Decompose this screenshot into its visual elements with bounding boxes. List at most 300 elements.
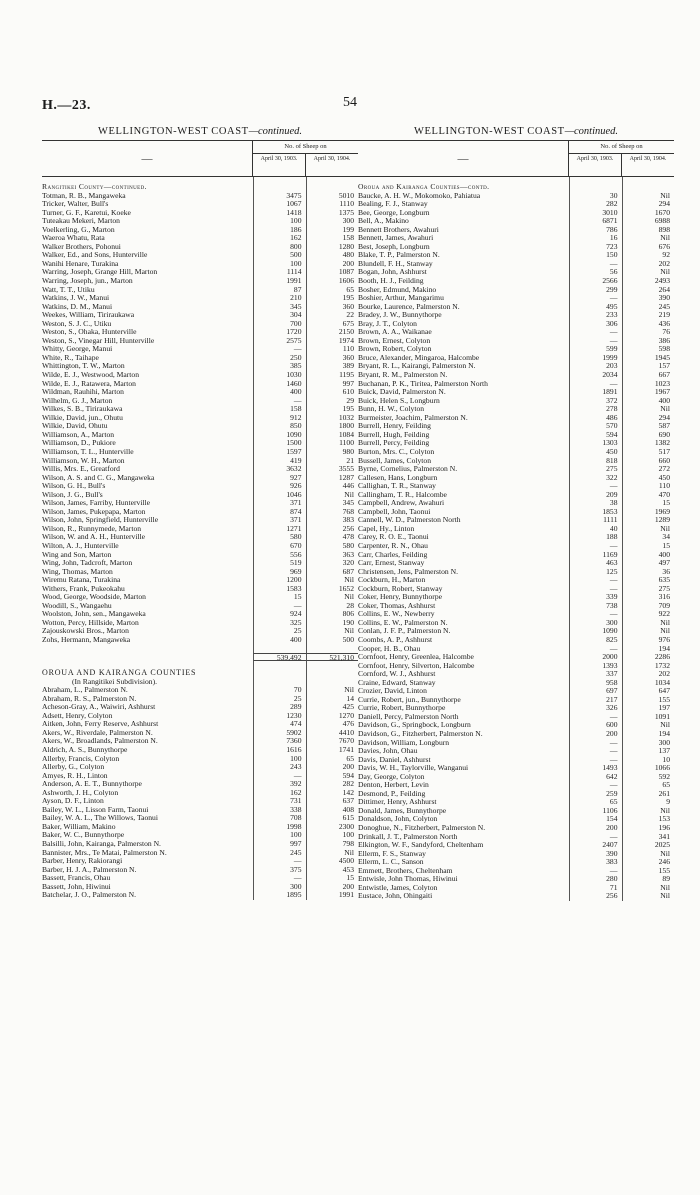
sheep-1904: 29 <box>306 397 359 406</box>
table-row <box>42 619 358 628</box>
sheep-1904: 89 <box>622 875 675 884</box>
sheep-1903: 1493 <box>569 764 622 773</box>
sheep-1903 <box>569 183 622 192</box>
owner-name: Watkins, D. M., Manui <box>42 302 113 311</box>
table-row <box>42 405 358 414</box>
table-row <box>358 781 674 790</box>
table-row <box>358 739 674 748</box>
sheep-1903: 217 <box>569 696 622 705</box>
owner-name: Bealing, F. J., Stanway <box>358 200 428 209</box>
owner-name: Wilson, R., Runnymede, Marton <box>42 524 142 533</box>
sheep-1904: 1606 <box>306 277 359 286</box>
table-row <box>358 439 674 448</box>
table-row <box>42 849 358 858</box>
table-row <box>42 260 358 269</box>
owner-name: Batchelar, J. O., Palmerston N. <box>42 891 136 900</box>
sheep-1904: 14 <box>306 695 359 704</box>
sheep-1904: 647 <box>622 687 675 696</box>
sheep-1904: 15 <box>622 542 675 551</box>
table-row <box>358 405 674 414</box>
owner-name: Whittington, T. W., Marton <box>42 362 125 371</box>
sheep-1903: 738 <box>569 602 622 611</box>
owner-name: Wilson, A. S. and C. G., Mangaweka <box>42 473 155 482</box>
sheep-1904: 1087 <box>306 268 359 277</box>
owner-name: Wing, John, Tadcroft, Marton <box>42 559 133 568</box>
table-row <box>42 823 358 832</box>
sheep-1903: — <box>569 747 622 756</box>
sheep-1904: 1066 <box>622 764 675 773</box>
sheep-1903: 731 <box>253 797 306 806</box>
sheep-1903: 339 <box>569 593 622 602</box>
owner-name: Withers, Frank, Pukeokahu <box>42 584 125 593</box>
table-row <box>358 234 674 243</box>
owner-name: Willis, Mrs. E., Greatford <box>42 465 120 474</box>
table-row <box>358 200 674 209</box>
sheep-1904: 300 <box>622 739 675 748</box>
sheep-header: No. of Sheep on <box>569 141 674 154</box>
table-row <box>358 465 674 474</box>
owner-name: Barber, Henry, Rakiorangi <box>42 857 123 866</box>
sheep-1904: 92 <box>622 251 675 260</box>
sheep-1904: 282 <box>306 780 359 789</box>
sheep-1904: 21 <box>306 457 359 466</box>
sheep-1904: 1270 <box>306 712 359 721</box>
sheep-1903: 1230 <box>253 712 306 721</box>
owner-name: Carpenter, R. N., Ohau <box>358 541 428 550</box>
owner-name: Zohs, Hermann, Mangaweka <box>42 635 131 644</box>
sheep-1904: 598 <box>622 345 675 354</box>
sheep-1903: 556 <box>253 551 306 560</box>
table-row <box>42 559 358 568</box>
owner-name: Cornfoot, Henry, Silverton, Halcombe <box>358 661 475 670</box>
sheep-1904: 1375 <box>306 209 359 218</box>
sheep-1903: 275 <box>569 465 622 474</box>
owner-name: Totman, R. B., Mangaweka <box>42 191 126 200</box>
owner-name: Williamson, A., Marton <box>42 430 115 439</box>
sheep-1903: — <box>569 260 622 269</box>
owner-name: Davidson, G., Fitzherbert, Palmerston N. <box>358 730 483 738</box>
sheep-1903: 158 <box>253 405 306 414</box>
owner-name: Callesen, Hans, Longburn <box>358 473 438 482</box>
owner-name: Waeroa Whatu, Rata <box>42 234 105 243</box>
table-row <box>42 814 358 823</box>
sheep-1904: 592 <box>622 773 675 782</box>
sheep-1903: 1597 <box>253 448 306 457</box>
sheep-1903 <box>253 645 306 653</box>
owner-name: Bryant, R. L., Kairangi, Palmerston N. <box>358 362 476 371</box>
sheep-1903: 1460 <box>253 380 306 389</box>
sheep-1904 <box>306 669 359 678</box>
table-row <box>358 602 674 611</box>
sheep-1903: 383 <box>569 858 622 867</box>
sheep-1903: 600 <box>569 721 622 730</box>
owner-name: Donoghue, N., Fitzherbert, Palmerston N. <box>358 824 486 833</box>
sheep-1904: 1652 <box>306 585 359 594</box>
sheep-1904: Nil <box>306 491 359 500</box>
sheep-1904: 667 <box>622 371 675 380</box>
owner-name: Entwistle, James, Colyton <box>358 883 438 892</box>
sheep-1903: 280 <box>569 875 622 884</box>
sheep-1903: 708 <box>253 814 306 823</box>
owner-name: Bassett, Francis, Ohau <box>42 874 111 883</box>
sheep-1903: 400 <box>253 636 306 645</box>
sheep-1904: 137 <box>622 747 675 756</box>
owner-name: Aldrich, A. S., Bunnythorpe <box>42 746 128 754</box>
owner-name: Collins, E. W., Palmerston N. <box>358 618 448 627</box>
owner-name: Allerby, Francis, Colyton <box>42 754 120 763</box>
owner-name: Wilson, James, Pukepapa, Marton <box>42 507 146 516</box>
owner-name: Cornford, W. J., Ashhurst <box>358 670 436 679</box>
sheep-1904: 1800 <box>306 422 359 431</box>
owner-name: Cannell, W. D., Palmerston North <box>358 516 461 525</box>
table-row <box>42 806 358 815</box>
sheep-1903: — <box>569 610 622 619</box>
table-row <box>358 559 674 568</box>
owner-name: Barber, H. J. A., Palmerston N. <box>42 865 137 874</box>
sheep-1903: 786 <box>569 226 622 235</box>
sheep-1903: 486 <box>569 414 622 423</box>
sheep-1903: — <box>569 585 622 594</box>
sheep-1904: Nil <box>622 721 675 730</box>
sheep-1903: 282 <box>569 200 622 209</box>
sheep-1904: 194 <box>622 645 675 654</box>
owner-name: Conlan, J. F. P., Palmerston N. <box>358 627 451 636</box>
sheep-1903: 162 <box>253 789 306 798</box>
table-row <box>358 619 674 628</box>
owner-name: Ashworth, J. H., Colyton <box>42 788 119 797</box>
table-row <box>42 192 358 201</box>
table-row <box>42 891 358 900</box>
sheep-1904: 898 <box>622 226 675 235</box>
table-row <box>358 491 674 500</box>
owner-name: Burton, Mrs. C., Colyton <box>358 447 435 456</box>
table-row <box>42 627 358 636</box>
sheep-1904: 2286 <box>622 653 675 662</box>
table-row <box>358 815 674 824</box>
sheep-1904: 363 <box>306 551 359 560</box>
owner-name: Wilkie, David, Ohutu <box>42 422 108 431</box>
table-row <box>42 200 358 209</box>
owner-name: Wilton, A. J., Hunterville <box>42 541 119 550</box>
owner-name: Bunn, H. W., Colyton <box>358 405 425 414</box>
table-row <box>42 840 358 849</box>
sheep-1903: — <box>569 713 622 722</box>
sheep-1903: 670 <box>253 542 306 551</box>
sheep-1903: 256 <box>569 892 622 901</box>
sheep-header-group <box>568 141 674 176</box>
owner-name: Wilson, W. and A. H., Hunterville <box>42 533 146 542</box>
owner-name: Dittimer, Henry, Ashhurst <box>358 798 437 807</box>
owner-name: Tuteakau Mekeri, Marton <box>42 217 120 226</box>
owner-name: Byrne, Cornelius, Palmerston N. <box>358 465 458 474</box>
sheep-1903: — <box>569 833 622 842</box>
sheep-1904: Nil <box>306 849 359 858</box>
sheep-1904: 264 <box>622 286 675 295</box>
owner-name <box>42 645 253 653</box>
owner-name: Baker, W. C., Bunnythorpe <box>42 831 125 840</box>
sheep-1903: 1720 <box>253 328 306 337</box>
owner-name: Wilson, James, Farriby, Hunterville <box>42 499 151 508</box>
sheep-1903: 723 <box>569 243 622 252</box>
sheep-1903: 850 <box>253 422 306 431</box>
sheep-1903: 697 <box>569 687 622 696</box>
sheep-1904: 436 <box>622 320 675 329</box>
sheep-1903: 322 <box>569 474 622 483</box>
table-row <box>358 337 674 346</box>
sheep-1904: 110 <box>622 482 675 491</box>
table-row <box>358 388 674 397</box>
table-row <box>42 397 358 406</box>
sheep-1903: 3010 <box>569 209 622 218</box>
sheep-1903: 969 <box>253 568 306 577</box>
table-row <box>358 533 674 542</box>
sheep-1904: 517 <box>622 448 675 457</box>
owner-name: Allerby, G., Colyton <box>42 763 105 772</box>
sheep-1904: 10 <box>622 756 675 765</box>
sheep-1903: — <box>253 602 306 611</box>
sheep-1903: 25 <box>253 695 306 704</box>
table-row <box>358 884 674 893</box>
sheep-1904: 400 <box>622 551 675 560</box>
sheep-1903: 580 <box>253 533 306 542</box>
sheep-1903: 100 <box>253 755 306 764</box>
table-row <box>358 892 674 901</box>
sheep-1904: 497 <box>622 559 675 568</box>
owner-name: Wilhelm, G. J., Marton <box>42 396 113 405</box>
sheep-1904: 1195 <box>306 371 359 380</box>
sheep-1903: 474 <box>253 720 306 729</box>
owner-name: White, R., Taihape <box>42 353 99 362</box>
sheep-1904: 400 <box>622 397 675 406</box>
sheep-1904: 15 <box>622 499 675 508</box>
table-row <box>42 686 358 695</box>
table-row <box>42 772 358 781</box>
sheep-1903: 1891 <box>569 388 622 397</box>
owner-name: Day, George, Colyton <box>358 772 425 781</box>
sheep-1903: 162 <box>253 234 306 243</box>
owner-name: Tricker, Walter, Bull's <box>42 200 109 209</box>
owner-name: Collins, E. W., Newberry <box>358 610 435 619</box>
sheep-1904: 157 <box>622 362 675 371</box>
table-row <box>42 729 358 738</box>
sheep-1904: 1967 <box>622 388 675 397</box>
sheep-1904: 521,310 <box>306 653 359 662</box>
sheep-1903: 390 <box>569 850 622 859</box>
sheep-1903: 1418 <box>253 209 306 218</box>
owner-name: Watkins, J. W., Manui <box>42 294 110 303</box>
sheep-1903: — <box>569 756 622 765</box>
owner-name: Burrell, Percy, Feilding <box>358 439 430 448</box>
sheep-1904: 245 <box>622 303 675 312</box>
owner-name: Bryant, R. M., Palmerston N. <box>358 371 448 380</box>
sheep-1904: 246 <box>622 858 675 867</box>
table-row <box>42 542 358 551</box>
owner-name: Abraham, L., Palmerston N. <box>42 686 128 695</box>
sheep-1904: 3555 <box>306 465 359 474</box>
sheep-1903: 200 <box>569 824 622 833</box>
sheep-1903: 209 <box>569 491 622 500</box>
owner-name: Wanihi Henare, Turakina <box>42 259 119 268</box>
sheep-1903: 642 <box>569 773 622 782</box>
sheep-1904: Nil <box>622 627 675 636</box>
owner-name: Weekes, William, Tiriraukawa <box>42 311 135 320</box>
sheep-1903: 450 <box>569 448 622 457</box>
sheep-1904: 1100 <box>306 439 359 448</box>
owner-name: Williamson, W. H., Marton <box>42 456 125 465</box>
table-row <box>42 380 358 389</box>
owner-name: Wilkie, David, jun., Ohutu <box>42 413 123 422</box>
table-row <box>358 858 674 867</box>
sheep-1903: 203 <box>569 362 622 371</box>
table-row <box>358 328 674 337</box>
owner-name: Campbell, John, Taonui <box>358 507 431 516</box>
owner-name: Capel, Hy., Linton <box>358 524 415 533</box>
column-title <box>42 124 358 140</box>
sheep-1904: 200 <box>306 883 359 892</box>
owner-name: Currie, Robert, Bunnythorpe <box>358 704 446 713</box>
table-row <box>42 602 358 611</box>
sheep-1904: 22 <box>306 311 359 320</box>
owner-name: Blundell, F. H., Stanway <box>358 259 433 268</box>
sheep-1904 <box>622 183 675 192</box>
sheep-1903: 700 <box>253 320 306 329</box>
sheep-1903: — <box>253 874 306 883</box>
sheep-1904: 1382 <box>622 439 675 448</box>
table-row <box>42 712 358 721</box>
owner-name: Turner, G. F., Karetui, Koeke <box>42 208 131 217</box>
sheep-1904: 476 <box>306 720 359 729</box>
sheep-1904: 155 <box>622 696 675 705</box>
sheep-1903: 874 <box>253 508 306 517</box>
table-row <box>358 251 674 260</box>
sheep-1903: 599 <box>569 345 622 354</box>
sheep-1903: 1853 <box>569 508 622 517</box>
owner-name: Warring, Joseph, Grange Hill, Marton <box>42 268 158 277</box>
year-1904-header: April 30, 1904. <box>305 154 358 176</box>
owner-name: Wotton, Percy, Hillside, Marton <box>42 618 139 627</box>
sheep-1904: 408 <box>306 806 359 815</box>
sheep-1903: 825 <box>569 636 622 645</box>
sheep-1904: 5010 <box>306 192 359 201</box>
sheep-1903: — <box>569 328 622 337</box>
owner-name: Abraham, R. S., Palmerston N. <box>42 694 137 703</box>
table-row <box>42 585 358 594</box>
owner-name: Bailey, W. L., Lisson Farm, Taonui <box>42 805 149 814</box>
table-row <box>42 883 358 892</box>
sheep-1904: Nil <box>306 576 359 585</box>
sheep-1904: 316 <box>622 593 675 602</box>
table-row <box>358 730 674 739</box>
sheep-1903: 371 <box>253 499 306 508</box>
owner-name: Walker Brothers, Pohonui <box>42 242 121 251</box>
sheep-1904: 294 <box>622 200 675 209</box>
sheep-1903: 150 <box>569 251 622 260</box>
sheep-1904: 65 <box>306 286 359 295</box>
sheep-1904: 676 <box>622 243 675 252</box>
sheep-1904: 65 <box>306 755 359 764</box>
sheep-1904: 261 <box>622 790 675 799</box>
owner-name: Whitty, George, Manui <box>42 345 113 354</box>
sheep-1904: 383 <box>306 516 359 525</box>
sheep-1904: 4410 <box>306 729 359 738</box>
sheep-1903: 927 <box>253 474 306 483</box>
sheep-1904: 275 <box>622 585 675 594</box>
table-row <box>42 209 358 218</box>
table-header <box>358 140 674 177</box>
owner-name: Weston, S., Vinegar Hill, Hunterville <box>42 336 155 345</box>
owner-name: Bassett, John, Hiwinui <box>42 882 111 891</box>
sheep-1903: 372 <box>569 397 622 406</box>
owner-name <box>42 653 253 662</box>
owner-name: Davidson, G., Springbock, Longburn <box>358 721 471 730</box>
sheep-1903: 100 <box>253 217 306 226</box>
sheep-1904: 256 <box>306 525 359 534</box>
sheep-1903: 1895 <box>253 891 306 900</box>
sheep-1903: 1090 <box>569 627 622 636</box>
table-row <box>42 866 358 875</box>
owner-name: Coombs, A. P., Ashhurst <box>358 635 433 644</box>
sheep-1903: 2407 <box>569 841 622 850</box>
owner-name: Callingham, T. R., Halcombe <box>358 490 447 499</box>
sheep-1903: 15 <box>253 593 306 602</box>
sheep-1903: 1046 <box>253 491 306 500</box>
table-row <box>42 593 358 602</box>
sheep-1903: 5902 <box>253 729 306 738</box>
table-row <box>358 277 674 286</box>
table-row <box>358 397 674 406</box>
owner-name: Bourke, Laurence, Palmerston N. <box>358 302 460 311</box>
sheep-1904: 195 <box>306 294 359 303</box>
sheep-1903 <box>253 678 306 687</box>
owner-name: Watt, T. T., Utiku <box>42 285 95 294</box>
table-row <box>42 362 358 371</box>
sheep-1903: 1500 <box>253 439 306 448</box>
sheep-1904: 345 <box>306 499 359 508</box>
sheep-1904: Nil <box>622 234 675 243</box>
sheep-1903: 539,492 <box>253 653 306 662</box>
sheep-1904: 194 <box>622 730 675 739</box>
sheep-1903: 278 <box>569 405 622 414</box>
table-row <box>358 807 674 816</box>
section-heading <box>358 183 674 192</box>
table-row <box>358 542 674 551</box>
table-body <box>358 177 674 901</box>
table-row <box>358 585 674 594</box>
year-1904-header: April 30, 1904. <box>621 154 674 176</box>
table-row <box>358 713 674 722</box>
owner-name: Acheson-Gray, A., Waiwiri, Ashhurst <box>42 703 156 712</box>
sheep-1903: 100 <box>253 260 306 269</box>
owner-name: Burmeister, Joachim, Palmerston N. <box>358 413 468 422</box>
table-row <box>358 482 674 491</box>
sheep-1903: 463 <box>569 559 622 568</box>
sheep-1903: 1393 <box>569 662 622 671</box>
sheep-1904: 1969 <box>622 508 675 517</box>
owner-name: Crozier, David, Linton <box>358 687 427 696</box>
sheep-1904: 142 <box>306 789 359 798</box>
table-row <box>42 354 358 363</box>
sheep-1904: 2025 <box>622 841 675 850</box>
owner-name <box>42 661 253 669</box>
sheep-1904: 389 <box>306 362 359 371</box>
table-row <box>358 679 674 688</box>
table-row <box>358 875 674 884</box>
owner-name: Oroua and Kairanga Counties—contd. <box>358 183 490 191</box>
sheep-1904: Nil <box>622 892 675 901</box>
sheep-1904: 1091 <box>622 713 675 722</box>
table-row <box>42 610 358 619</box>
table-row <box>358 209 674 218</box>
